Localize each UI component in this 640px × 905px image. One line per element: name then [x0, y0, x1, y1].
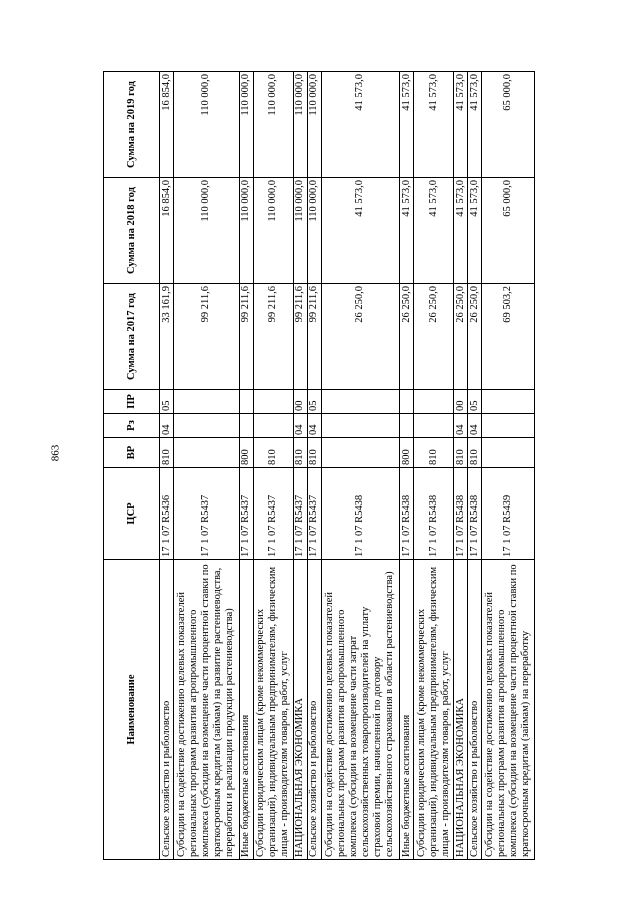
- table-row: [307, 72, 321, 860]
- cell-rz: [321, 414, 400, 438]
- cell-rz: 04: [307, 414, 321, 438]
- cell-name: Сельское хозяйство и рыболовство: [307, 560, 321, 860]
- cell-sum-2017: 26 250,0: [468, 284, 482, 390]
- cell-vr: [321, 438, 400, 468]
- cell-csr: 17 1 07 R5437: [174, 468, 240, 560]
- header-sum-2019: Сумма на 2019 год: [104, 72, 160, 178]
- header-sum-2017: Сумма на 2017 год: [104, 284, 160, 390]
- table-header-row: [104, 72, 160, 860]
- cell-sum-2018: 110 000,0: [239, 178, 253, 284]
- budget-table-rotated: [103, 72, 535, 860]
- cell-sum-2019: 41 573,0: [321, 72, 400, 178]
- cell-sum-2019: 110 000,0: [239, 72, 253, 178]
- cell-pr: 05: [307, 390, 321, 414]
- cell-pr: 00: [454, 390, 468, 414]
- cell-sum-2019: 110 000,0: [293, 72, 307, 178]
- cell-sum-2017: 99 211,6: [307, 284, 321, 390]
- cell-vr: [174, 438, 240, 468]
- header-pr: ПР: [104, 390, 160, 414]
- cell-name: Сельское хозяйство и рыболовство: [160, 560, 174, 860]
- cell-sum-2017: 99 211,6: [253, 284, 293, 390]
- header-rz: Рз: [104, 414, 160, 438]
- cell-sum-2018: 41 573,0: [414, 178, 454, 284]
- table-row: [321, 72, 400, 860]
- cell-sum-2019: 41 573,0: [468, 72, 482, 178]
- cell-vr: 810: [293, 438, 307, 468]
- table-row: [454, 72, 468, 860]
- cell-sum-2018: 110 000,0: [174, 178, 240, 284]
- table-row: [468, 72, 482, 860]
- cell-sum-2017: 26 250,0: [414, 284, 454, 390]
- cell-csr: 17 1 07 R5438: [454, 468, 468, 560]
- cell-sum-2017: 99 211,6: [174, 284, 240, 390]
- cell-pr: 05: [468, 390, 482, 414]
- cell-sum-2018: 41 573,0: [400, 178, 414, 284]
- table-row: [482, 72, 535, 860]
- cell-name: Сельское хозяйство и рыболовство: [468, 560, 482, 860]
- cell-csr: 17 1 07 R5437: [253, 468, 293, 560]
- cell-vr: 800: [239, 438, 253, 468]
- cell-rz: 04: [468, 414, 482, 438]
- cell-name: Субсидии на содействие достижению целевых показателей региональных программ развития агропромышленного комплекса (субсидии на возмещение части процентной ставки по краткосрочным кредитам (займам) на развитие растениеводства, переработки и реализации продукции растениеводства): [174, 560, 240, 860]
- cell-pr: [239, 390, 253, 414]
- table-row: [293, 72, 307, 860]
- cell-sum-2018: 65 000,0: [482, 178, 535, 284]
- cell-pr: [482, 390, 535, 414]
- page-number: 863: [49, 444, 62, 462]
- cell-csr: 17 1 07 R5437: [239, 468, 253, 560]
- cell-vr: 810: [454, 438, 468, 468]
- table-row: [253, 72, 293, 860]
- cell-name: НАЦИОНАЛЬНАЯ ЭКОНОМИКА: [293, 560, 307, 860]
- cell-sum-2018: 41 573,0: [321, 178, 400, 284]
- cell-sum-2019: 41 573,0: [414, 72, 454, 178]
- cell-sum-2017: 99 211,6: [239, 284, 253, 390]
- cell-csr: 17 1 07 R5438: [321, 468, 400, 560]
- header-vr: ВР: [104, 438, 160, 468]
- cell-rz: [414, 414, 454, 438]
- cell-sum-2018: 41 573,0: [454, 178, 468, 284]
- cell-vr: 810: [253, 438, 293, 468]
- cell-name: НАЦИОНАЛЬНАЯ ЭКОНОМИКА: [454, 560, 468, 860]
- cell-rz: [239, 414, 253, 438]
- cell-rz: [400, 414, 414, 438]
- cell-name: Субсидии юридическим лицам (кроме некоммерческих организаций), индивидуальным предпринимателям, физическим лицам - производителям товаров, работ, услуг: [253, 560, 293, 860]
- header-csr: ЦСР: [104, 468, 160, 560]
- cell-sum-2017: 26 250,0: [454, 284, 468, 390]
- cell-rz: [174, 414, 240, 438]
- cell-pr: [174, 390, 240, 414]
- cell-pr: 05: [160, 390, 174, 414]
- cell-csr: 17 1 07 R5439: [482, 468, 535, 560]
- cell-sum-2017: 26 250,0: [321, 284, 400, 390]
- cell-pr: [414, 390, 454, 414]
- table-row: [160, 72, 174, 860]
- cell-csr: 17 1 07 R5437: [293, 468, 307, 560]
- cell-rz: [253, 414, 293, 438]
- cell-rz: [482, 414, 535, 438]
- budget-table: [103, 71, 535, 860]
- cell-name: Субсидии юридическим лицам (кроме некоммерческих организаций), индивидуальным предпринимателям, физическим лицам - производителям товаров, работ, услуг: [414, 560, 454, 860]
- cell-vr: 800: [400, 438, 414, 468]
- cell-vr: 810: [160, 438, 174, 468]
- cell-sum-2017: 26 250,0: [400, 284, 414, 390]
- cell-sum-2019: 41 573,0: [400, 72, 414, 178]
- cell-pr: 00: [293, 390, 307, 414]
- cell-vr: [482, 438, 535, 468]
- cell-sum-2019: 16 854,0: [160, 72, 174, 178]
- cell-sum-2018: 110 000,0: [307, 178, 321, 284]
- cell-pr: [400, 390, 414, 414]
- cell-rz: 04: [293, 414, 307, 438]
- cell-csr: 17 1 07 R5436: [160, 468, 174, 560]
- cell-rz: 04: [454, 414, 468, 438]
- header-sum-2018: Сумма на 2018 год: [104, 178, 160, 284]
- cell-csr: 17 1 07 R5438: [468, 468, 482, 560]
- table-row: [400, 72, 414, 860]
- cell-sum-2019: 41 573,0: [454, 72, 468, 178]
- cell-sum-2017: 99 211,6: [293, 284, 307, 390]
- table-row: [174, 72, 240, 860]
- cell-sum-2017: 33 161,9: [160, 284, 174, 390]
- cell-sum-2019: 110 000,0: [307, 72, 321, 178]
- cell-sum-2019: 65 000,0: [482, 72, 535, 178]
- cell-sum-2018: 110 000,0: [253, 178, 293, 284]
- cell-sum-2019: 110 000,0: [174, 72, 240, 178]
- header-name: Наименование: [104, 560, 160, 860]
- cell-name: Субсидии на содействие достижению целевых показателей региональных программ развития агропромышленного комплекса (субсидии на возмещение части процентной ставки по краткосрочным кредитам (займам) на переработку: [482, 560, 535, 860]
- cell-pr: [321, 390, 400, 414]
- cell-csr: 17 1 07 R5437: [307, 468, 321, 560]
- table-row: [239, 72, 253, 860]
- cell-sum-2017: 69 503,2: [482, 284, 535, 390]
- cell-sum-2018: 41 573,0: [468, 178, 482, 284]
- cell-sum-2018: 110 000,0: [293, 178, 307, 284]
- cell-rz: 04: [160, 414, 174, 438]
- cell-sum-2019: 110 000,0: [253, 72, 293, 178]
- cell-vr: 810: [414, 438, 454, 468]
- cell-csr: 17 1 07 R5438: [414, 468, 454, 560]
- cell-vr: 810: [468, 438, 482, 468]
- cell-pr: [253, 390, 293, 414]
- cell-vr: 810: [307, 438, 321, 468]
- cell-name: Субсидии на содействие достижению целевых показателей региональных программ развития агропромышленного комплекса (субсидии на возмещение части затрат сельскохозяйственных товаропроизводителей на уплату страховой премии, начисленной по договору сельскохозяйственного страхования в области растениеводства): [321, 560, 400, 860]
- cell-sum-2018: 16 854,0: [160, 178, 174, 284]
- table-row: [414, 72, 454, 860]
- cell-name: Иные бюджетные ассигнования: [239, 560, 253, 860]
- cell-csr: 17 1 07 R5438: [400, 468, 414, 560]
- cell-name: Иные бюджетные ассигнования: [400, 560, 414, 860]
